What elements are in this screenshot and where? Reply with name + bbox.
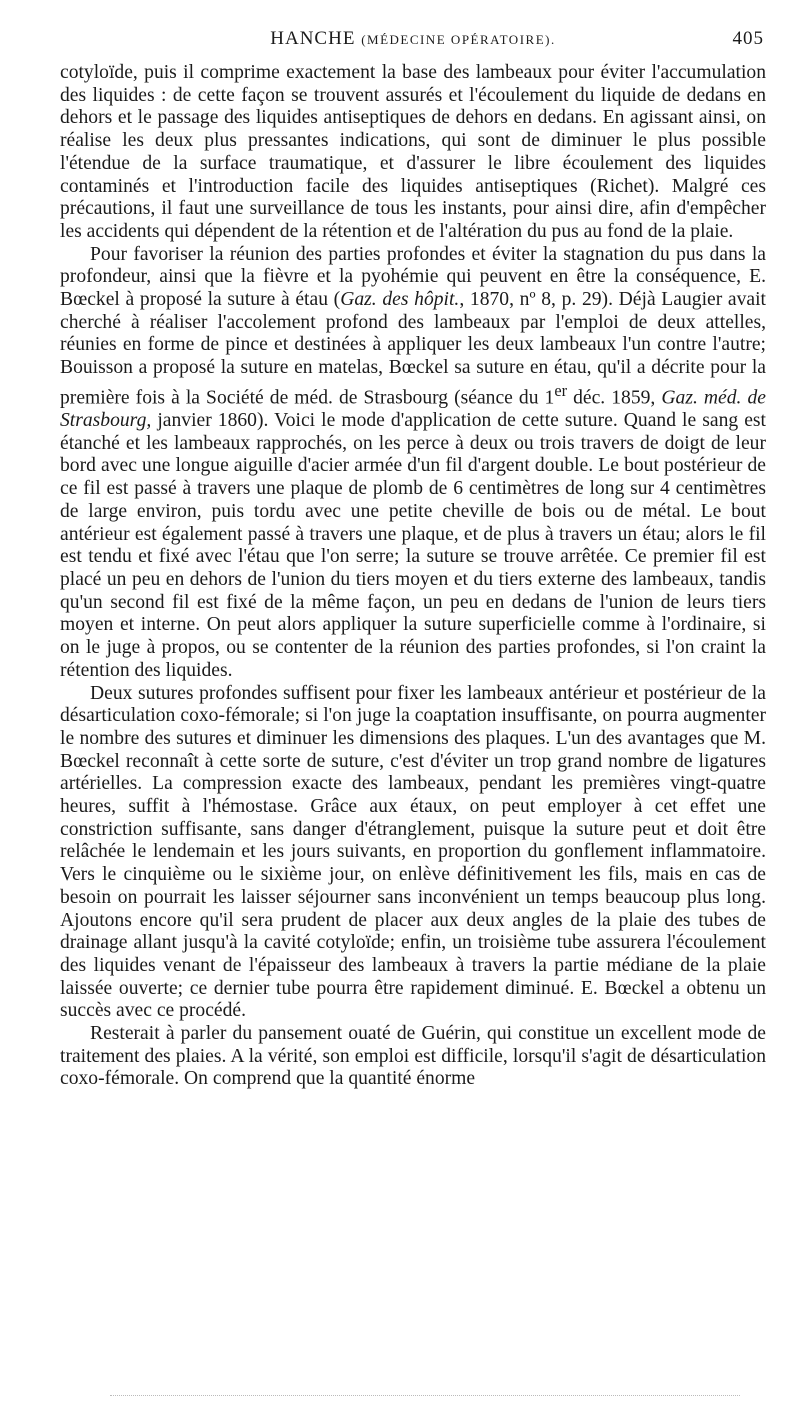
paragraph-continuation [60, 62, 766, 244]
paragraph-text: Resterait à parler du pansement ouaté de Guérin, qui constitue un excellent mode de traitement des plaies. A la vérité, son emploi est difficile, lorsqu'il s'agit de désarticulation coxo-fémorale. On comprend que la quantité énorme [60, 1023, 766, 1090]
running-subtitle: (MÉDECINE OPÉRATOIRE). [361, 32, 556, 47]
paragraph-text-segment: , 1870, nº 8, p. 29). Déjà Laugier avait cherché à réaliser l'accolement profond des lambeaux par l'emploi de deux attelles, réunies en forme de pince et destinées à appliquer les deux lambeaux l'un contre l'autre; Bouisson a proposé la suture en matelas, Bœckel sa suture en étau, qu'il a décrite pour la première fois à la Société de méd. de Strasbourg (séance du 1 [60, 289, 766, 409]
paragraph-text-segment: janvier 1860). Voici le mode d'application de cette suture. Quand le sang est étanché et les lambeaux rapprochés, on les perce à deux ou trois travers de doigt de leur bord avec une longue aiguille d'acier armée d'un fil d'argent double. Le bout postérieur de ce fil est passé à travers une plaque de plomb de 6 centimètres de long sur 4 centimètres de large environ, puis tordu avec une petite cheville de bois ou de métal. Le bout antérieur est également passé à travers une plaque, et de plus à travers un étau; alors le fil est tendu et fixé avec l'étau que l'on serre; la suture se trouve arrêtée. Ce premier fil est placé un peu en dehors de l'union du tiers moyen et du tiers externe des lambeaux, tandis qu'un second fil est fixé de la même façon, un peu en dedans de l'union de leurs tiers moyen et interne. On peut alors appliquer la suture superficielle comme à l'ordinaire, si on le juge à propos, ou se contenter de la réunion des parties profondes, si l'on craint la rétention des liquides. [60, 410, 766, 681]
paragraph-text-segment: déc. 1859, [567, 387, 662, 409]
page-number: 405 [732, 28, 764, 49]
paragraph-text: cotyloïde, puis il comprime exactement la base des lambeaux pour éviter l'accumulation des liquides : de cette façon se trouvent assurés et l'écoulement du liquide de dedans en dehors et le passage des liquides antiseptiques de dehors en dedans. En agissant ainsi, on réalise les deux plus pressantes indications, qui sont de diminuer le plus possible l'étendue de la surface traumatique, et d'assurer le libre écoulement des liquides contaminés et l'introduction facile des liquides antiseptiques (Richet). Malgré ces précautions, il faut une surveillance de tous les instants, pour ainsi dire, afin d'empêcher les accidents qui dépendent de la rétention et de l'altération du pus au fond de la plaie. [60, 62, 766, 242]
body-text [60, 62, 766, 1091]
paragraph-boeckel-suture [60, 244, 766, 683]
running-title: HANCHE [270, 28, 356, 49]
paragraph-guerin-dressing [60, 1023, 766, 1091]
citation-gaz-hopit: Gaz. des hôpit. [340, 289, 460, 311]
ordinal-superscript: er [554, 380, 568, 400]
paragraph-text-segment: Pour favoriser la réunion des parties profondes et éviter la stagnation du pus dans la profondeur, ainsi que la fièvre et la pyohémie qui peuvent en être la conséquence, E. Bœckel à proposé la suture à étau ( [60, 243, 766, 311]
citation-gaz-med-strasbourg: Gaz. méd. de Strasbourg, [60, 387, 766, 432]
paragraph-deep-sutures [60, 683, 766, 1024]
paragraph-text: Deux sutures profondes suffisent pour fixer les lambeaux antérieur et postérieur de la désarticulation coxo-fémorale; si l'on juge la coaptation insuffisante, on pourra augmenter le nombre des sutures et diminuer les dimensions des plaques. L'un des avantages que M. Bœckel reconnaît à cette sorte de suture, c'est d'éviter un trop grand nombre de ligatures artérielles. La compression exacte des lambeaux, pendant les premières vingt-quatre heures, suffit à l'hémostase. Grâce aux étaux, on peut employer à cet effet une constriction suffisante, sans danger d'étranglement, puisque la suture peut et doit être relâchée le lendemain et les jours suivants, en proportion du gonflement inflammatoire. Vers le cinquième ou le sixième jour, on enlève définitivement les fils, mais en cas de besoin on pourrait les laisser séjourner sans inconvénient un temps beaucoup plus long. Ajoutons encore qu'il sera prudent de placer aux deux angles de la plaie des tubes de drainage allant jusqu'à la cavité cotyloïde; enfin, un troisième tube assurera l'écoulement des liquides venant de l'épaisseur des lambeaux à travers la partie médiane de la plaie laissée ouverte; ce dernier tube pourra être rapidement diminué. E. Bœckel a obtenu un succès avec ce procédé. [60, 682, 766, 1022]
running-header [60, 28, 766, 62]
bottom-bleed-through-rule [110, 1395, 740, 1396]
